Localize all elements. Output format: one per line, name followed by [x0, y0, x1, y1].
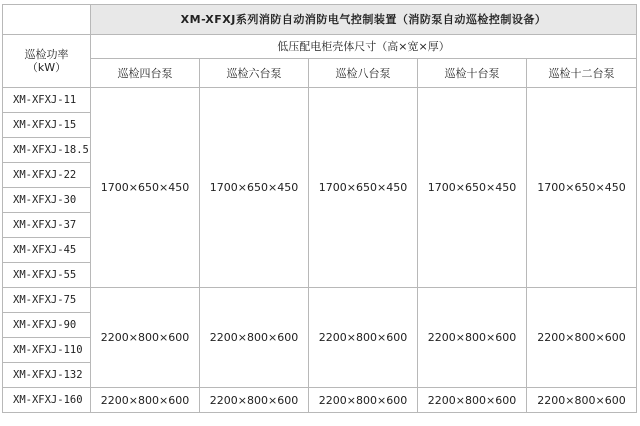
corner-blank-cell	[3, 5, 91, 35]
dims-cell-g1-c5: 1700×650×450	[527, 88, 637, 288]
model-cell: XM-XFXJ-55	[3, 263, 91, 288]
model-cell: XM-XFXJ-11	[3, 88, 91, 113]
col-header-4-pumps: 巡检四台泵	[91, 59, 200, 88]
col-header-10-pumps: 巡检十台泵	[418, 59, 527, 88]
model-cell: XM-XFXJ-132	[3, 363, 91, 388]
model-cell: XM-XFXJ-90	[3, 313, 91, 338]
dims-cell-g3-c3: 2200×800×600	[309, 388, 418, 413]
col-header-12-pumps: 巡检十二台泵	[527, 59, 637, 88]
model-cell: XM-XFXJ-75	[3, 288, 91, 313]
dims-cell-g3-c4: 2200×800×600	[418, 388, 527, 413]
model-cell: XM-XFXJ-160	[3, 388, 91, 413]
dims-cell-g2-c2: 2200×800×600	[200, 288, 309, 388]
cabinet-size-header: 低压配电柜壳体尺寸（高×宽×厚）	[91, 35, 637, 59]
model-cell: XM-XFXJ-22	[3, 163, 91, 188]
power-header-line1: 巡检功率	[24, 48, 69, 61]
dims-cell-g3-c5: 2200×800×600	[527, 388, 637, 413]
col-header-6-pumps: 巡检六台泵	[200, 59, 309, 88]
power-header-line2: （kW）	[26, 61, 67, 74]
dims-cell-g2-c4: 2200×800×600	[418, 288, 527, 388]
model-cell: XM-XFXJ-15	[3, 113, 91, 138]
dims-cell-g2-c3: 2200×800×600	[309, 288, 418, 388]
table-title: XM-XFXJ系列消防自动消防电气控制装置（消防泵自动巡检控制设备）	[91, 5, 637, 35]
spec-table	[2, 4, 637, 413]
model-cell: XM-XFXJ-45	[3, 238, 91, 263]
model-cell: XM-XFXJ-30	[3, 188, 91, 213]
dims-cell-g1-c1: 1700×650×450	[91, 88, 200, 288]
dims-cell-g2-c5: 2200×800×600	[527, 288, 637, 388]
model-cell: XM-XFXJ-37	[3, 213, 91, 238]
model-cell: XM-XFXJ-110	[3, 338, 91, 363]
dims-cell-g3-c2: 2200×800×600	[200, 388, 309, 413]
model-cell: XM-XFXJ-18.5	[3, 138, 91, 163]
dims-cell-g1-c2: 1700×650×450	[200, 88, 309, 288]
dims-cell-g1-c4: 1700×650×450	[418, 88, 527, 288]
col-header-8-pumps: 巡检八台泵	[309, 59, 418, 88]
power-header-cell	[3, 35, 91, 88]
dims-cell-g1-c3: 1700×650×450	[309, 88, 418, 288]
dims-cell-g3-c1: 2200×800×600	[91, 388, 200, 413]
dims-cell-g2-c1: 2200×800×600	[91, 288, 200, 388]
